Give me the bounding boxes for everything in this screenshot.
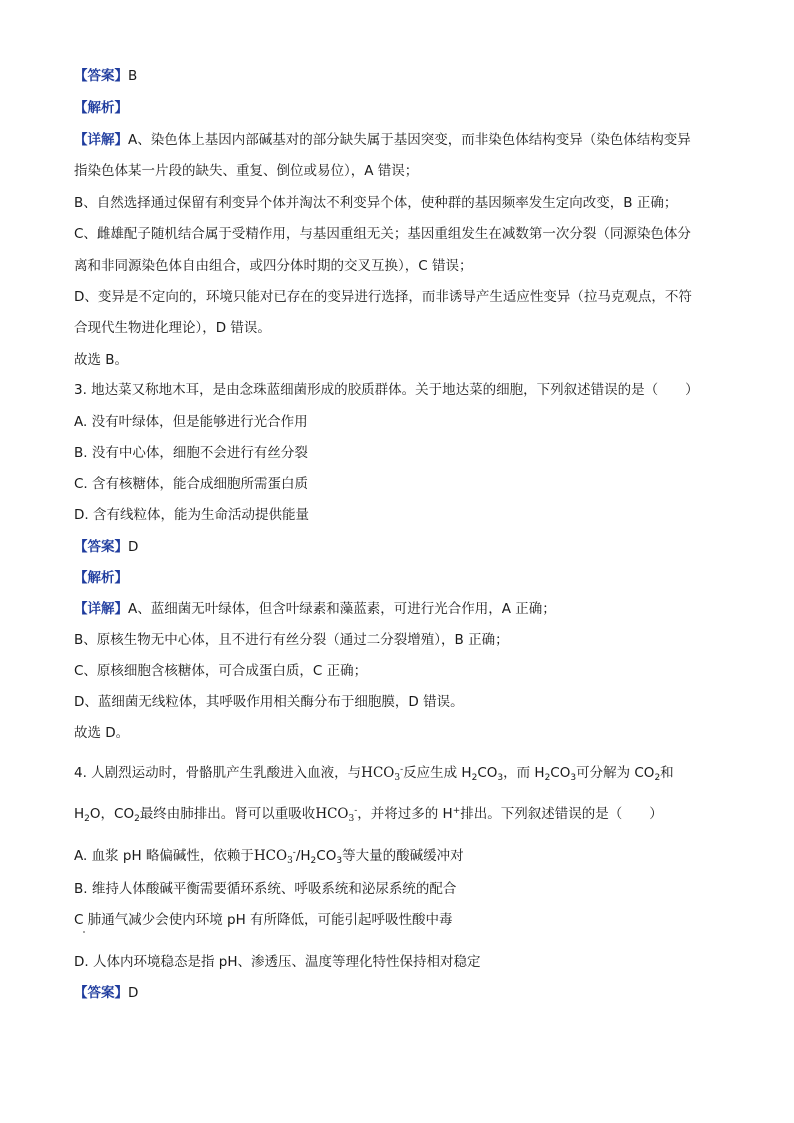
q2-detail-line: D、变异是不定向的，环境只能对已存在的变异进行选择，而非诱导产生适应性变异（拉马克观点，不符 — [74, 289, 692, 305]
q3-option-a: A. 没有叶绿体，但是能够进行光合作用 — [74, 414, 308, 430]
q4-option-d: D. 人体内环境稳态是指 pH、渗透压、温度等理化特性保持相对稳定 — [74, 954, 481, 970]
q3-detail-line — [74, 599, 734, 619]
q2-detail-line: B、自然选择通过保留有利变异个体并淘汰不利变异个体，使种群的基因频率发生定向改变，B 正确； — [74, 195, 678, 211]
detail-text: A、蓝细菌无叶绿体，但含叶绿素和藻蓝素，可进行光合作用，A 正确； — [128, 601, 556, 617]
answer-tag: 【答案】 — [74, 539, 128, 555]
q4-stem-line1: 4. 人剧烈运动时，骨骼肌产生乳酸进入血液，与$HCO_3^-$反应生成 $H_2CO_3$，而 $H_2CO_3$可分解为 $CO_2$和 — [74, 765, 674, 783]
answer-value: B — [128, 68, 138, 84]
detail-text: A、染色体上基因内部碱基对的部分缺失属于基因突变，而非染色体结构变异（染色体结构变异 — [128, 132, 691, 148]
q2-detail-line: 指染色体某一片段的缺失、重复、倒位或易位），A 错误； — [74, 163, 419, 179]
q2-detail-line — [74, 130, 734, 150]
answer-value: D — [128, 539, 139, 555]
q3-option-d: D. 含有线粒体，能为生命活动提供能量 — [74, 507, 309, 523]
q3-detail-line: B、原核生物无中心体，且不进行有丝分裂（通过二分裂增殖），B 正确； — [74, 632, 509, 648]
detail-tag: 【详解】 — [74, 132, 128, 148]
bicarbonate-formula: $HCO_3^-$ — [253, 848, 296, 866]
q2-detail-line: 合现代生物进化理论），D 错误。 — [74, 320, 271, 336]
detail-tag: 【详解】 — [74, 601, 128, 617]
answer-tag: 【答案】 — [74, 985, 128, 1001]
q4-option-c: C 肺通气减少会使内环境 pH 有所降低，可能引起呼吸性酸中毒 — [74, 912, 453, 928]
bicarbonate-formula: $HCO_3^-$ — [361, 765, 404, 783]
analysis-tag: 【解析】 — [74, 100, 128, 116]
q2-detail-line: 离和非同源染色体自由组合，或四分体时期的交叉互换），C 错误； — [74, 258, 473, 274]
q2-conclusion: 故选 B。 — [74, 352, 129, 368]
q3-answer — [74, 537, 734, 557]
stray-dot-mark — [83, 931, 85, 933]
q4-option-b: B. 维持人体酸碱平衡需要循环系统、呼吸系统和泌尿系统的配合 — [74, 881, 457, 897]
q4-answer — [74, 983, 734, 1003]
q3-detail-line: C、原核细胞含核糖体，可合成蛋白质，C 正确； — [74, 663, 368, 679]
q3-conclusion: 故选 D。 — [74, 725, 130, 741]
q2-analysis-heading — [74, 98, 734, 118]
q3-analysis-heading — [74, 568, 734, 588]
q3-option-c: C. 含有核糖体，能合成细胞所需蛋白质 — [74, 476, 309, 492]
q3-option-b: B. 没有中心体，细胞不会进行有丝分裂 — [74, 445, 308, 461]
q2-detail-line: C、雌雄配子随机结合属于受精作用，与基因重组无关；基因重组发生在减数第一次分裂（同源染色体分 — [74, 226, 691, 242]
analysis-tag: 【解析】 — [74, 570, 128, 586]
q3-detail-line: D、蓝细菌无线粒体，其呼吸作用相关酶分布于细胞膜，D 错误。 — [74, 694, 464, 710]
q4-stem-line2: $H_2O$，$CO_2$最终由肺排出。肾可以重吸收$HCO_3^-$，并将过多的 H+排出。下列叙述错误的是（ ） — [74, 806, 663, 824]
answer-tag: 【答案】 — [74, 68, 128, 84]
q3-stem: 3. 地达菜又称地木耳，是由念珠蓝细菌形成的胶质群体。关于地达菜的细胞，下列叙述错误的是（ ） — [74, 382, 699, 398]
q2-answer — [74, 66, 734, 86]
bicarbonate-formula: $HCO_3^-$ — [315, 806, 358, 824]
q4-option-a: A. 血浆 pH 略偏碱性，依赖于$HCO_3^-/H_2CO_3$等大量的酸碱缓冲对 — [74, 848, 464, 866]
answer-value: D — [128, 985, 139, 1001]
